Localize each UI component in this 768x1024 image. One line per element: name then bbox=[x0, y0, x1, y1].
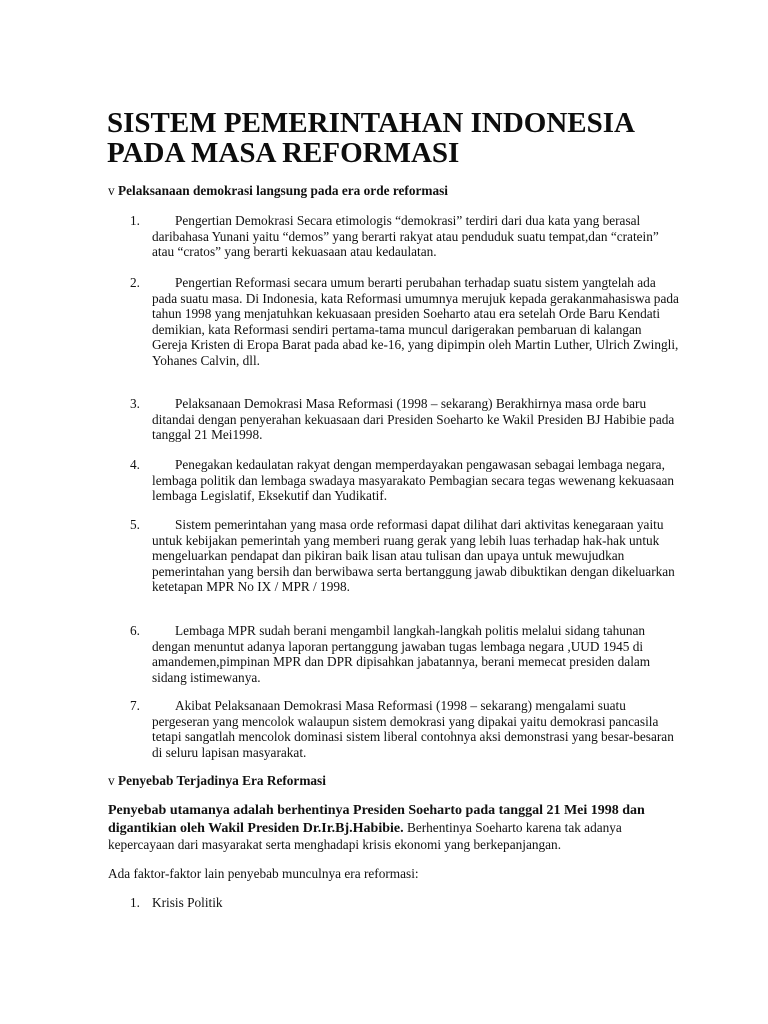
list-item-text: Pelaksanaan Demokrasi Masa Reformasi (1998 – sekarang) Berakhirnya masa orde baru ditandai dengan penyerahan kekuasaan dari Presiden Soeharto ke Wakil Presiden BJ Habibie pada tanggal 21 Mei1998. bbox=[152, 396, 675, 442]
list-item bbox=[130, 396, 680, 443]
list-item-text: Akibat Pelaksanaan Demokrasi Masa Reformasi (1998 – sekarang) mengalami suatu pergeseran yang mencolok walaupun sistem demokrasi yang dipakai yaitu demokrasi pancasila tetapi sangatlah mencolok dominasi sistem liberal contohnya aksi demonstrasi yang besar-besaran di seluru lapisan masyarakat. bbox=[152, 698, 674, 760]
title-line-2: PADA MASA REFORMASI bbox=[107, 137, 460, 169]
document-title bbox=[107, 108, 635, 168]
list-number: 3. bbox=[130, 396, 140, 411]
list-item-text: Sistem pemerintahan yang masa orde reformasi dapat dilihat dari aktivitas kenegaraan yaitu untuk kebijakan pemerintah yang memberi ruang gerak yang lebih luas terhadap hak-hak untuk mengeluarkan pendapat dan pikiran baik lisan atau tulisan dan upaya untuk mewujudkan pemerintahan yang bersih dan berwibawa serta bertanggung jawab dibuktikan dengan dikeluarkan ketetapan MPR No IX / MPR / 1998. bbox=[152, 517, 675, 594]
paragraph-bold-text: Penyebab utamanya adalah berhentinya Presiden Soeharto pada tanggal 21 Mei 1998 dan digantikian oleh Wakil Presiden Dr.Ir.Bj.Habibie. bbox=[108, 803, 645, 836]
list-item-text: Pengertian Demokrasi Secara etimologis “demokrasi” terdiri dari dua kata yang berasal daribahasa Yunani yaitu “demos” yang berarti rakyat atau penduduk suatu tempat,dan “cratein” atau “cratos” yang berarti kekuasaan atau kedaulatan. bbox=[152, 213, 659, 259]
factor-list-item bbox=[130, 895, 223, 911]
list-number: 4. bbox=[130, 457, 140, 472]
section-heading-text: Pelaksanaan demokrasi langsung pada era orde reformasi bbox=[117, 183, 448, 198]
paragraph-factors-intro: Ada faktor-faktor lain penyebab munculnya era reformasi: bbox=[108, 866, 419, 881]
paragraph-text: Berhentinya Soeharto karena tak adanya kepercayaan dari masyarakat serta menghadapi krisis ekonomi yang berkepanjangan. bbox=[108, 819, 622, 852]
list-number: 1. bbox=[130, 213, 140, 228]
list-item-text: Lembaga MPR sudah berani mengambil langkah-langkah politis melalui sidang tahunan dengan menuntut adanya laporan pertanggung jawaban tugas lembaga negara ,UUD 1945 di amandemen,pimpinan MPR dan DPR dipisahkan jabatannya, berani memecat presiden dalam sidang istimewanya. bbox=[152, 623, 651, 685]
list-item bbox=[130, 457, 680, 504]
list-item-text: Penegakan kedaulatan rakyat dengan memperdayakan pengawasan sebagai lembaga negara, lembaga politik dan lembaga swadaya masyarakato Pembagian secara tegas wewenang kekuasaan lembaga Legislatif, Eksekutif dan Yudikatif. bbox=[152, 457, 675, 503]
list-number: 5. bbox=[130, 517, 140, 532]
list-item bbox=[130, 275, 680, 368]
list-item bbox=[130, 623, 680, 685]
list-number: 1. bbox=[130, 895, 140, 910]
list-number: 7. bbox=[130, 698, 140, 713]
list-item bbox=[130, 517, 680, 595]
list-item bbox=[130, 698, 680, 760]
title-line-1: SISTEM PEMERINTAHAN INDONESIA bbox=[107, 107, 635, 139]
list-number: 2. bbox=[130, 275, 140, 290]
list-number: 6. bbox=[130, 623, 140, 638]
section-heading-pelaksanaan bbox=[108, 183, 448, 199]
list-item-text: Pengertian Reformasi secara umum berarti perubahan terhadap suatu sistem yangtelah ada pada suatu masa. Di Indonesia, kata Reformasi umumnya merujuk kepada gerakanmahasiswa pada tahun 1998 yang menjatuhkan kekuasaan presiden Soeharto atau era setelah Orde Baru Kendati demikian, kata Reformasi sendiri pertama-tama muncul darigerakan pembaruan di kalangan Gereja Kristen di Eropa Barat pada abad ke-16, yang dipimpin oleh Martin Luther, Ulrich Zwingli, Yohanes Calvin, dll. bbox=[152, 275, 679, 368]
paragraph-main-cause bbox=[108, 802, 683, 854]
bullet-v-icon: v bbox=[108, 773, 115, 788]
section-heading-penyebab bbox=[108, 773, 326, 789]
section-heading-text: Penyebab Terjadinya Era Reformasi bbox=[117, 773, 326, 788]
list-item bbox=[130, 213, 680, 260]
bullet-v-icon: v bbox=[108, 183, 115, 198]
factor-text: Krisis Politik bbox=[152, 895, 223, 910]
